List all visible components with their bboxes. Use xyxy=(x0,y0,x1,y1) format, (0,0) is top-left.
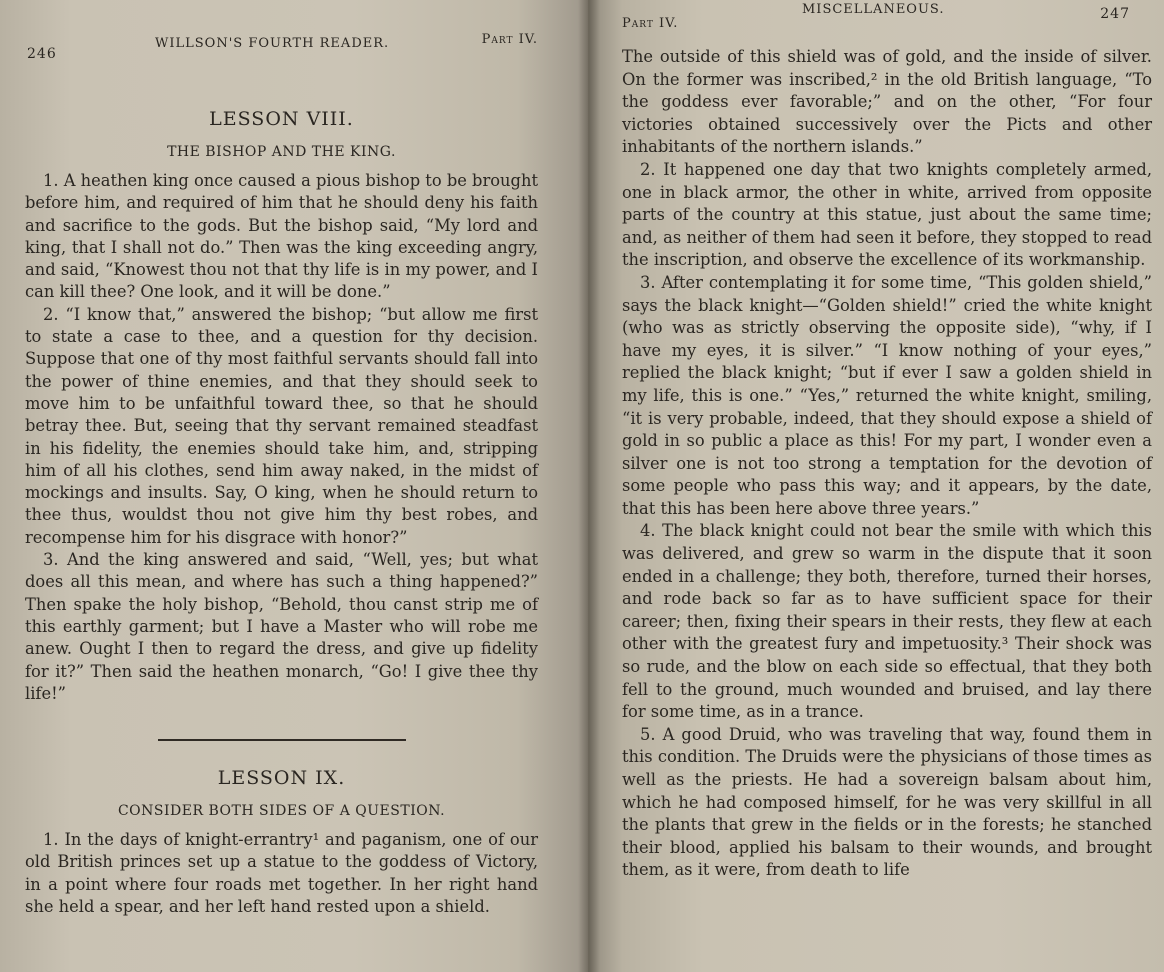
lesson-viii-title: THE BISHOP AND THE KING. xyxy=(167,144,396,160)
lesson-viii-paragraph-1: 1. A heathen king once caused a pious bishop to be brought before him, and required of him that he should deny his faith and sacrifice to the gods. But the bishop said, “My lord and king, that I shall not do.” Then was the king exceeding angry, and said, “Knowest thou not that thy life is in my power, and I can kill thee? One look, and it will be done.” xyxy=(25,171,538,302)
running-title-right: MISCELLANEOUS. xyxy=(802,2,945,17)
section-divider-rule xyxy=(158,739,406,741)
lesson-viii-paragraph-2: 2. “I know that,” answered the bishop; “but allow me first to state a case to thee, and a question for thy decision. Suppose that one of thy most faithful servants should fall into the power of thine enemies, and that they should seek to move him to be unfaithful toward thee, so that he should betray thee. But, seeing that thy servant remained steadfast in his fidelity, the enemies should take him, and, stripping him of all his clothes, send him away naked, in the midst of mockings and insults. Say, O king, when he should return to thee thus, wouldst thou not give him thy best robes, and recompense him for his disgrace with honor?” xyxy=(25,304,538,547)
lesson-viii-heading: LESSON VIII. xyxy=(209,108,354,130)
lesson-viii-paragraph-3: 3. And the king answered and said, “Well, yes; but what does all this mean, and where has such a thing happened?” Then spake the holy bishop, “Behold, thou canst strip me of this earthly garment; but I have a Master who will robe me anew. Ought I then to regard the dress, and give up fidelity for it?” Then said the heathen monarch, “Go! I give thee thy life!” xyxy=(25,550,538,703)
page-number-left: 246 xyxy=(27,46,57,62)
part-label-left: Part IV. xyxy=(481,32,538,47)
book-gutter-shadow xyxy=(578,0,600,972)
right-paragraph-continued: The outside of this shield was of gold, and the inside of silver. On the former was inscribed,² in the old British language, “To the goddess ever favorable;” and on the other, “For four victories obtained successively over the Picts and other inhabitants of the northern islands.” xyxy=(622,47,1152,157)
page-number-right: 247 xyxy=(1100,6,1130,22)
lesson-ix-heading: LESSON IX. xyxy=(217,767,346,790)
right-paragraph-5: 5. A good Druid, who was traveling that way, found them in this condition. The Druids were the physicians of those times as well as the priests. He had a sovereign balsam about him, which he had composed himself, for he was very skillful in all the plants that grew in the fields or in the forests; he stanched their blood, applied his balsam to their wounds, and brought them, as it were, from death to life xyxy=(622,724,1152,880)
running-title-left: WILLSON'S FOURTH READER. xyxy=(155,36,390,51)
lesson-ix-paragraph-1: 1. In the days of knight-errantry¹ and paganism, one of our old British princes set up a statue to the goddess of Victory, in a point where four roads met together. In her right hand she held a spear, and her left hand rested upon a shield. xyxy=(25,830,538,917)
right-paragraph-4: 4. The black knight could not bear the smile with which this was delivered, and grew so warm in the dispute that it soon ended in a challenge; they both, therefore, turned their horses, and rode back so far as to have sufficient space for their career; then, fixing their spears in their rests, they flew at each other with the greatest fury and impetuosity.³ Their shock was so rude, and the blow on each side so effectual, that they both fell to the ground, much wounded and bruised, and lay there for some time, as in a trance. xyxy=(622,521,1152,722)
right-running-head xyxy=(622,0,1152,60)
right-paragraph-2: 2. It happened one day that two knights completely armed, one in black armor, the other in white, arrived from opposite parts of the country at this statue, just about the same time; and, as neither of them had seen it before, they stopped to read the inscription, and observe the excellence of its workmanship. xyxy=(622,159,1152,270)
lesson-ix-title: CONSIDER BOTH SIDES OF A QUESTION. xyxy=(117,803,446,820)
right-page xyxy=(588,0,1164,972)
left-running-head xyxy=(25,0,538,60)
right-paragraph-3: 3. After contemplating it for some time, “This golden shield,” says the black knight—“Golden shield!” cried the white knight (who was as strictly observing the opposite side), “why, if I have my eyes, it is silver.” “I know nothing of your eyes,” replied the black knight; “but if ever I saw a golden shield in my life, this is one.” “Yes,” returned the white knight, smiling, “it is very probable, indeed, that they should expose a shield of gold in so public a place as this! For my part, I wonder even a silver one is not too strong a temptation for the devotion of some people who pass this way; and it appears, by the date, that this has been here above three years.” xyxy=(622,272,1152,518)
part-label-right: Part IV. xyxy=(622,16,679,31)
